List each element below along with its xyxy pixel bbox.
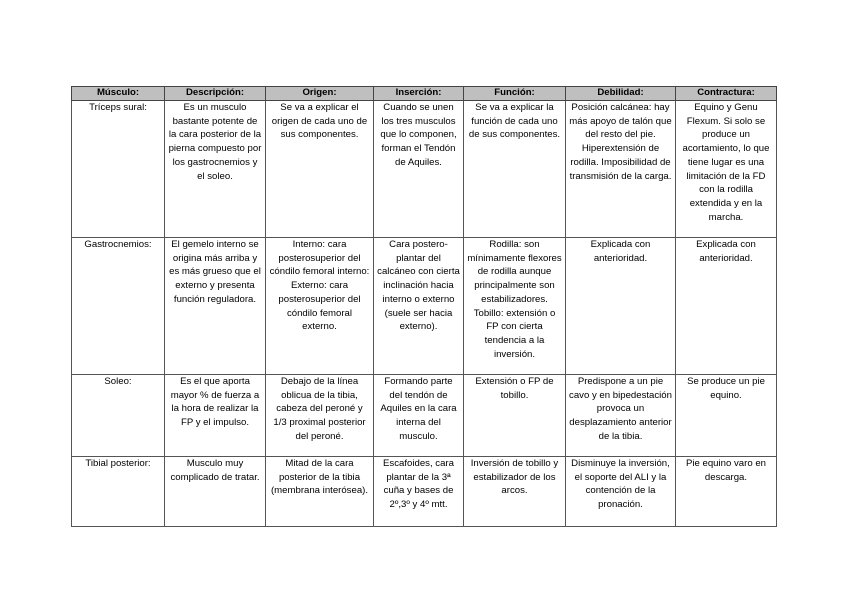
insertion-cell: Cuando se unen los tres musculos que lo componen, forman el Tendón de Aquiles. bbox=[374, 101, 464, 238]
table-header-row bbox=[72, 87, 777, 101]
origin-cell: Debajo de la línea oblicua de la tibia, cabeza del peroné y 1/3 proximal posterior del peroné. bbox=[266, 375, 374, 457]
muscle-name-cell: Soleo: bbox=[72, 375, 165, 457]
function-cell: Rodilla: son mínimamente flexores de rodilla aunque principalmente son estabilizadores. Tobillo: extensión o FP con cierta tendencia a la inversión. bbox=[464, 238, 566, 375]
table-row bbox=[72, 101, 777, 238]
header-funcion: Función: bbox=[464, 87, 566, 101]
description-cell: Musculo muy complicado de tratar. bbox=[165, 457, 266, 527]
header-musculo: Músculo: bbox=[72, 87, 165, 101]
function-cell: Extensión o FP de tobillo. bbox=[464, 375, 566, 457]
muscle-table bbox=[71, 86, 777, 527]
muscle-name-cell: Gastrocnemios: bbox=[72, 238, 165, 375]
weakness-cell: Disminuye la inversión, el soporte del ALI y la contención de la pronación. bbox=[566, 457, 676, 527]
muscle-name-cell: Tibial posterior: bbox=[72, 457, 165, 527]
weakness-cell: Predispone a un pie cavo y en bipedestación provoca un desplazamiento anterior de la tibia. bbox=[566, 375, 676, 457]
insertion-cell: Cara postero-plantar del calcáneo con cierta inclinación hacia interno o externo (suele ser hacia externo). bbox=[374, 238, 464, 375]
weakness-cell: Posición calcánea: hay más apoyo de talón que del resto del pie. Hiperextensión de rodilla. Imposibilidad de transmisión de la carga. bbox=[566, 101, 676, 238]
header-contractura: Contractura: bbox=[676, 87, 777, 101]
header-descripcion: Descripción: bbox=[165, 87, 266, 101]
header-debilidad: Debilidad: bbox=[566, 87, 676, 101]
description-cell: Es un musculo bastante potente de la cara posterior de la pierna compuesto por los gastrocnemios y el soleo. bbox=[165, 101, 266, 238]
table-row bbox=[72, 375, 777, 457]
contracture-cell: Equino y Genu Flexum. Si solo se produce un acortamiento, lo que tiene lugar es una limitación de la FD con la rodilla extendida y en la marcha. bbox=[676, 101, 777, 238]
header-origen: Origen: bbox=[266, 87, 374, 101]
description-cell: Es el que aporta mayor % de fuerza a la hora de realizar la FP y el impulso. bbox=[165, 375, 266, 457]
contracture-cell: Pie equino varo en descarga. bbox=[676, 457, 777, 527]
table-row bbox=[72, 457, 777, 527]
muscle-name-cell: Tríceps sural: bbox=[72, 101, 165, 238]
origin-cell: Interno: cara posterosuperior del cóndilo femoral interno: Externo: cara posterosuperior del cóndilo femoral externo. bbox=[266, 238, 374, 375]
header-insercion: Inserción: bbox=[374, 87, 464, 101]
function-cell: Se va a explicar la función de cada uno de sus componentes. bbox=[464, 101, 566, 238]
contracture-cell: Se produce un pie equino. bbox=[676, 375, 777, 457]
origin-cell: Se va a explicar el origen de cada uno de sus componentes. bbox=[266, 101, 374, 238]
weakness-cell: Explicada con anterioridad. bbox=[566, 238, 676, 375]
function-cell: Inversión de tobillo y estabilizador de los arcos. bbox=[464, 457, 566, 527]
table-row bbox=[72, 238, 777, 375]
origin-cell: Mitad de la cara posterior de la tibia (membrana interósea). bbox=[266, 457, 374, 527]
contracture-cell: Explicada con anterioridad. bbox=[676, 238, 777, 375]
insertion-cell: Escafoides, cara plantar de la 3ª cuña y bases de 2º,3º y 4º mtt. bbox=[374, 457, 464, 527]
description-cell: El gemelo interno se origina más arriba y es más grueso que el externo y presenta función reguladora. bbox=[165, 238, 266, 375]
insertion-cell: Formando parte del tendón de Aquiles en la cara interna del musculo. bbox=[374, 375, 464, 457]
